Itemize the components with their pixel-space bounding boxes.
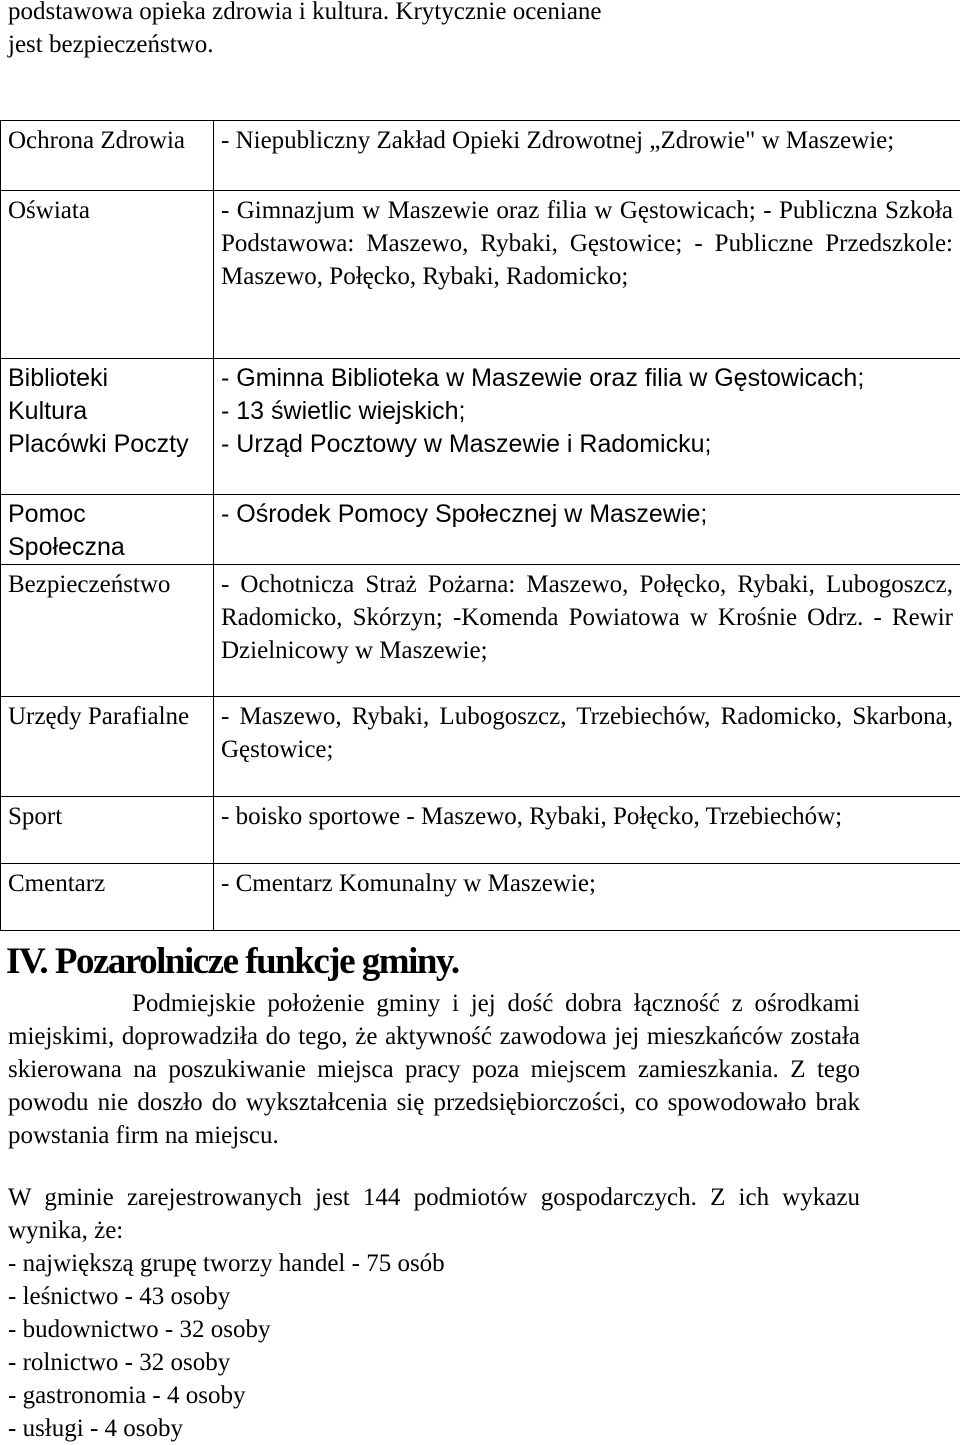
label-culture: Kultura <box>8 395 207 428</box>
value-group <box>214 359 960 495</box>
business-list <box>8 1247 445 1445</box>
value-post: - Urząd Pocztowy w Maszewie i Radomicku; <box>221 428 954 461</box>
value-culture: - 13 świetlic wiejskich; <box>221 395 954 428</box>
label-parish: Urzędy Parafialne <box>1 697 214 797</box>
label-education: Oświata <box>1 191 214 359</box>
value-cemetery: - Cmentarz Komunalny w Maszewie; <box>214 864 960 931</box>
table-row-education <box>1 191 960 359</box>
list-item: - największą grupę tworzy handel - 75 osób <box>8 1247 445 1280</box>
section-heading: IV. Pozarolnicze funkcje gminy. <box>6 940 459 984</box>
table-row-sport <box>1 797 960 864</box>
value-safety: - Ochotnicza Straż Pożarna: Maszewo, Połęcko, Rybaki, Lubogoszcz, Radomicko, Skórzyn; -Komenda Powiatowa w Krośnie Odrz. - Rewir Dzielnicowy w Maszewie; <box>214 565 960 697</box>
value-parish: - Maszewo, Rybaki, Lubogoszcz, Trzebiechów, Radomicko, Skarbona, Gęstowice; <box>214 697 960 797</box>
list-item: - budownictwo - 32 osoby <box>8 1313 445 1346</box>
section-paragraph-2: W gminie zarejestrowanych jest 144 podmiotów gospodarczych. Z ich wykazu wynika, że: <box>8 1181 860 1247</box>
label-health: Ochrona Zdrowia <box>1 121 214 191</box>
institutions-table <box>0 120 960 931</box>
section-paragraph-1: Podmiejskie położenie gminy i jej dość dobra łączność z ośrodkami miejskimi, doprowadziła do tego, że aktywność zawodowa jej mieszkańców została skierowana na poszukiwanie miejsca pracy poza miejscem zamieszkania. Z tego powodu nie doszło do wykształcenia się przedsiębiorczości, co spowodowało brak powstania firm na miejscu. <box>8 987 860 1152</box>
table-row-health <box>1 121 960 191</box>
label-cemetery: Cmentarz <box>1 864 214 931</box>
table-row-social <box>1 495 960 565</box>
intro-line-1: podstawowa opieka zdrowia i kultura. Krytycznie oceniane <box>8 0 948 28</box>
table-row-libraries-culture-post <box>1 359 960 495</box>
list-item: - rolnictwo - 32 osoby <box>8 1346 445 1379</box>
intro-line-2: jest bezpieczeństwo. <box>8 28 948 61</box>
label-safety: Bezpieczeństwo <box>1 565 214 697</box>
label-sport: Sport <box>1 797 214 864</box>
label-libraries: Biblioteki <box>8 362 207 395</box>
list-item: - leśnictwo - 43 osoby <box>8 1280 445 1313</box>
list-item: - gastronomia - 4 osoby <box>8 1379 445 1412</box>
list-item: - usługi - 4 osoby <box>8 1412 445 1445</box>
intro-text <box>8 0 948 61</box>
value-sport: - boisko sportowe - Maszewo, Rybaki, Połęcko, Trzebiechów; <box>214 797 960 864</box>
label-post: Placówki Poczty <box>8 428 207 461</box>
label-social: Pomoc Społeczna <box>1 495 214 565</box>
value-libraries: - Gminna Biblioteka w Maszewie oraz filia w Gęstowicach; <box>221 362 954 395</box>
table-row-safety <box>1 565 960 697</box>
table-row-parish <box>1 697 960 797</box>
value-health: - Niepubliczny Zakład Opieki Zdrowotnej „Zdrowie" w Maszewie; <box>214 121 960 191</box>
label-group <box>1 359 214 495</box>
value-social: - Ośrodek Pomocy Społecznej w Maszewie; <box>214 495 960 565</box>
value-education: - Gimnazjum w Maszewie oraz filia w Gęstowicach; - Publiczna Szkoła Podstawowa: Maszewo, Rybaki, Gęstowice; - Publiczne Przedszkole: Maszewo, Połęcko, Rybaki, Radomicko; <box>214 191 960 359</box>
table-row-cemetery <box>1 864 960 931</box>
